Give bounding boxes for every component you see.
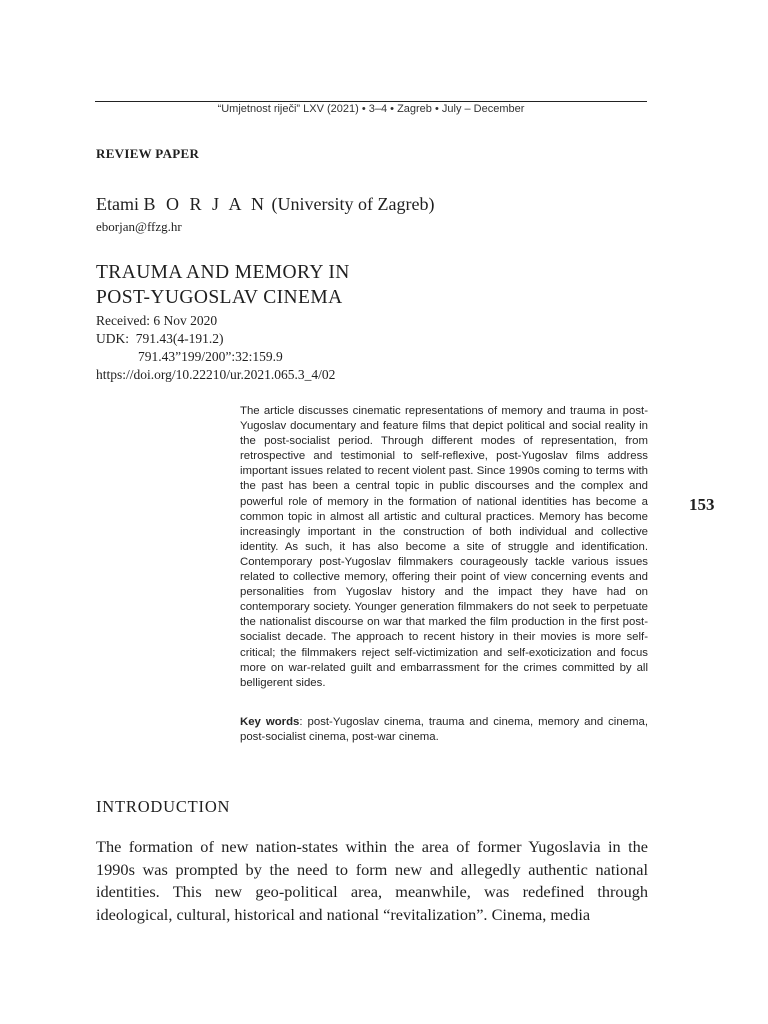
keywords xyxy=(240,715,648,745)
page-number: 153 xyxy=(689,495,715,514)
article-metadata xyxy=(96,312,335,384)
running-header: “Umjetnost riječi” LXV (2021) • 3–4 • Zagreb • July – December xyxy=(217,103,525,115)
udk-line-1: UDK: 791.43(4-191.2) xyxy=(96,331,224,346)
keywords-text: : post-Yugoslav cinema, trauma and cinema, memory and cinema, post-socialist cinema, post-war cinema. xyxy=(240,716,648,744)
author-first-name: Etami xyxy=(96,194,139,214)
author-last-name: B O R J A N xyxy=(143,194,268,214)
author-email: eborjan@ffzg.hr xyxy=(96,219,182,234)
author-affiliation: (University of Zagreb) xyxy=(271,194,435,214)
author-line xyxy=(96,194,434,215)
article-title-line-2: POST-YUGOSLAV CINEMA xyxy=(96,287,343,308)
article-title xyxy=(96,260,350,310)
doi-link[interactable]: https://doi.org/10.22210/ur.2021.065.3_4/02 xyxy=(96,367,336,382)
received-date: Received: 6 Nov 2020 xyxy=(96,313,218,328)
section-heading-introduction: INTRODUCTION xyxy=(96,797,231,816)
header-rule xyxy=(95,101,647,102)
article-title-line-1: TRAUMA AND MEMORY IN xyxy=(96,262,350,283)
paper-type-label: REVIEW PAPER xyxy=(96,146,200,161)
abstract: The article discusses cinematic representations of memory and trauma in post-Yugoslav documentary and feature films that depict political and social reality in the post-socialist period. Through different modes of representation, from retrospective and testimonial to self-reflexive, post-Yugoslav films address important issues related to recent violent past. Since 1990s coming to terms with the past has been a central topic in public discourses and the complex and powerful role of memory in the formation of national identities has become a common topic in almost all artistic and cultural practices. Memory has become increasingly important in the construction of both individual and collective identity. As such, it has also become a site of struggle and identification. Contemporary post-Yugoslav filmmakers courageously tackle various issues related to collective memory, offering their point of view concerning events and personalities from Yugoslav history and the impact they have had on contemporary society. Younger generation filmmakers do not seek to perpetuate the nationalist discourse on war that marked the film production in the first post-socialist decade. The approach to recent history in their movies is more self-critical; the filmmakers reject self-victimization and self-exoticization and focus more on war-related guilt and embarrassment for the crimes committed by all belligerent sides. xyxy=(240,405,648,689)
intro-paragraph: The formation of new nation-states within the area of former Yugoslavia in the 1990s was prompted by the need to form new and allegedly authentic national identities. This new geo-political area, meanwhile, was redefined through ideological, cultural, historical and national “revitalization”. Cinema, media xyxy=(96,837,648,924)
udk-line-2: 791.43”199/200”:32:159.9 xyxy=(138,349,283,364)
keywords-label: Key words xyxy=(240,716,300,728)
